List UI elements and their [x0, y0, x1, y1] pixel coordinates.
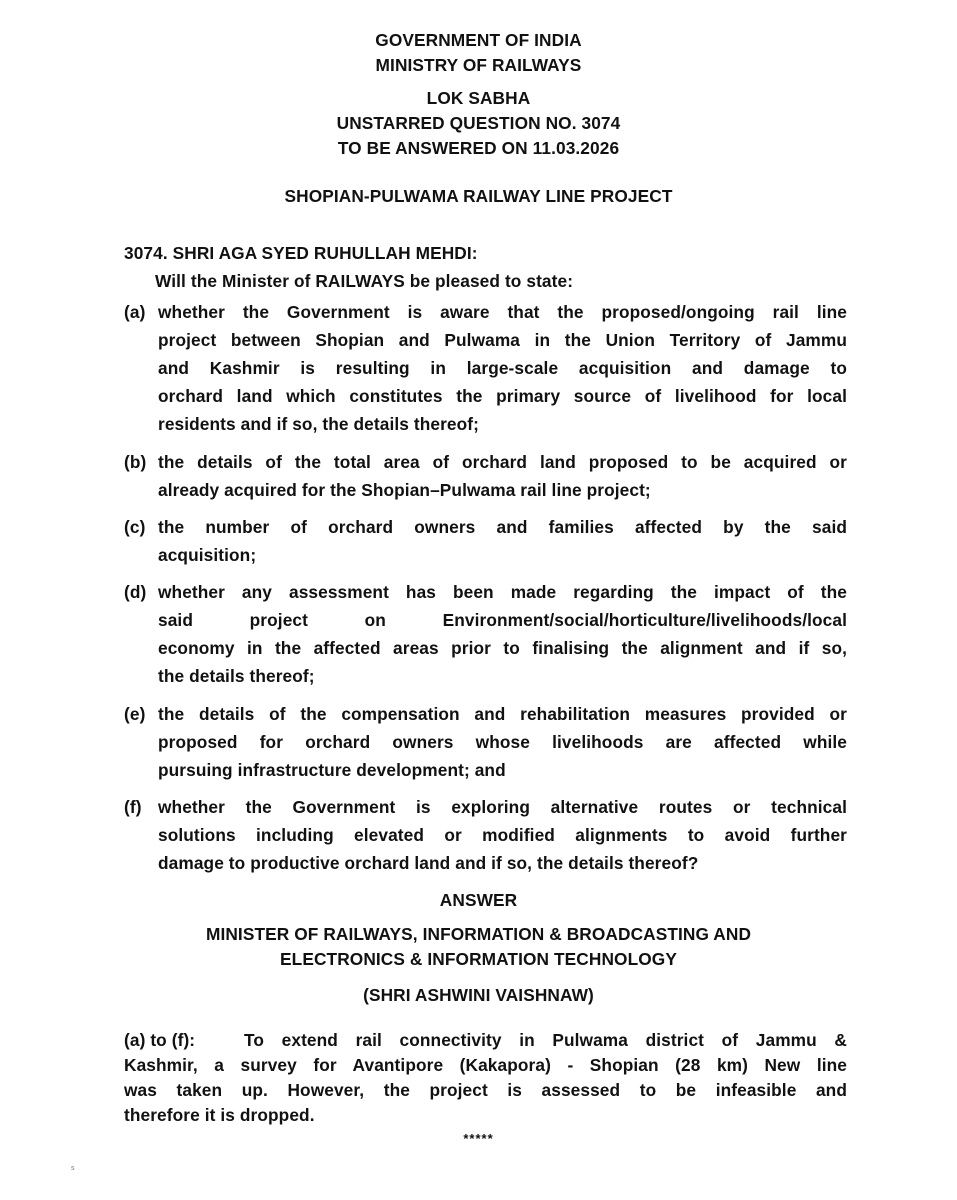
answer-label: (a) to (f):	[124, 1030, 196, 1050]
item-label-f: (f)	[124, 797, 142, 817]
corner-mark: s	[71, 1165, 75, 1172]
item-c-line: acquisition;	[158, 545, 257, 565]
item-f-line: solutions including elevated or modified alignments to avoid further	[158, 825, 847, 845]
question-asker: 3074. SHRI AGA SYED RUHULLAH MEHDI:	[124, 243, 478, 263]
item-e-line: pursuing infrastructure development; and	[158, 760, 506, 780]
item-a-line: residents and if so, the details thereof;	[158, 414, 479, 434]
answer-line: was taken up. However, the project is assessed to be infeasible and	[124, 1080, 847, 1100]
item-c-line: the number of orchard owners and families affected by the said	[158, 517, 847, 537]
item-f-line: damage to productive orchard land and if so, the details thereof?	[158, 853, 699, 873]
answer-line: therefore it is dropped.	[124, 1105, 315, 1125]
minister-name: (SHRI ASHWINI VAISHNAW)	[363, 985, 594, 1005]
item-label-c: (c)	[124, 517, 146, 537]
answer-first-line	[124, 1030, 847, 1052]
end-mark: *****	[463, 1131, 494, 1146]
question-number: UNSTARRED QUESTION NO. 3074	[336, 113, 621, 133]
ministry-heading: MINISTRY OF RAILWAYS	[375, 55, 582, 75]
item-a-line: project between Shopian and Pulwama in the Union Territory of Jammu	[158, 330, 847, 350]
answer-date: TO BE ANSWERED ON 11.03.2026	[337, 138, 620, 158]
item-e-line: the details of the compensation and rehabilitation measures provided or	[158, 704, 847, 724]
item-a-line: orchard land which constitutes the primary source of livelihood for local	[158, 386, 847, 406]
item-b-line: already acquired for the Shopian–Pulwama rail line project;	[158, 480, 651, 500]
item-d-line: the details thereof;	[158, 666, 315, 686]
minister-title-line2: ELECTRONICS & INFORMATION TECHNOLOGY	[280, 949, 677, 969]
answer-heading: ANSWER	[439, 890, 518, 910]
minister-title-line1: MINISTER OF RAILWAYS, INFORMATION & BROADCASTING AND	[205, 924, 752, 944]
answer-line: Kashmir, a survey for Avantipore (Kakapora) - Shopian (28 km) New line	[124, 1055, 847, 1075]
item-f-line: whether the Government is exploring alternative routes or technical	[158, 797, 847, 817]
item-b-line: the details of the total area of orchard land proposed to be acquired or	[158, 452, 847, 472]
item-d-line: whether any assessment has been made regarding the impact of the	[158, 582, 847, 602]
question-intro: Will the Minister of RAILWAYS be pleased to state:	[155, 271, 574, 291]
item-label-e: (e)	[124, 704, 146, 724]
house-heading: LOK SABHA	[426, 88, 531, 108]
answer-line: To extend rail connectivity in Pulwama district of Jammu &	[244, 1030, 847, 1050]
item-d-line: economy in the affected areas prior to finalising the alignment and if so,	[158, 638, 847, 658]
item-a-line: whether the Government is aware that the proposed/ongoing rail line	[158, 302, 847, 322]
item-a-line: and Kashmir is resulting in large-scale acquisition and damage to	[158, 358, 847, 378]
item-d-line: said project on Environment/social/horticulture/livelihoods/local	[158, 610, 847, 630]
government-heading: GOVERNMENT OF INDIA	[375, 30, 582, 50]
item-label-a: (a)	[124, 302, 146, 322]
item-e-line: proposed for orchard owners whose livelihoods are affected while	[158, 732, 847, 752]
item-label-b: (b)	[124, 452, 147, 472]
subject-title: SHOPIAN-PULWAMA RAILWAY LINE PROJECT	[284, 186, 673, 206]
item-label-d: (d)	[124, 582, 147, 602]
